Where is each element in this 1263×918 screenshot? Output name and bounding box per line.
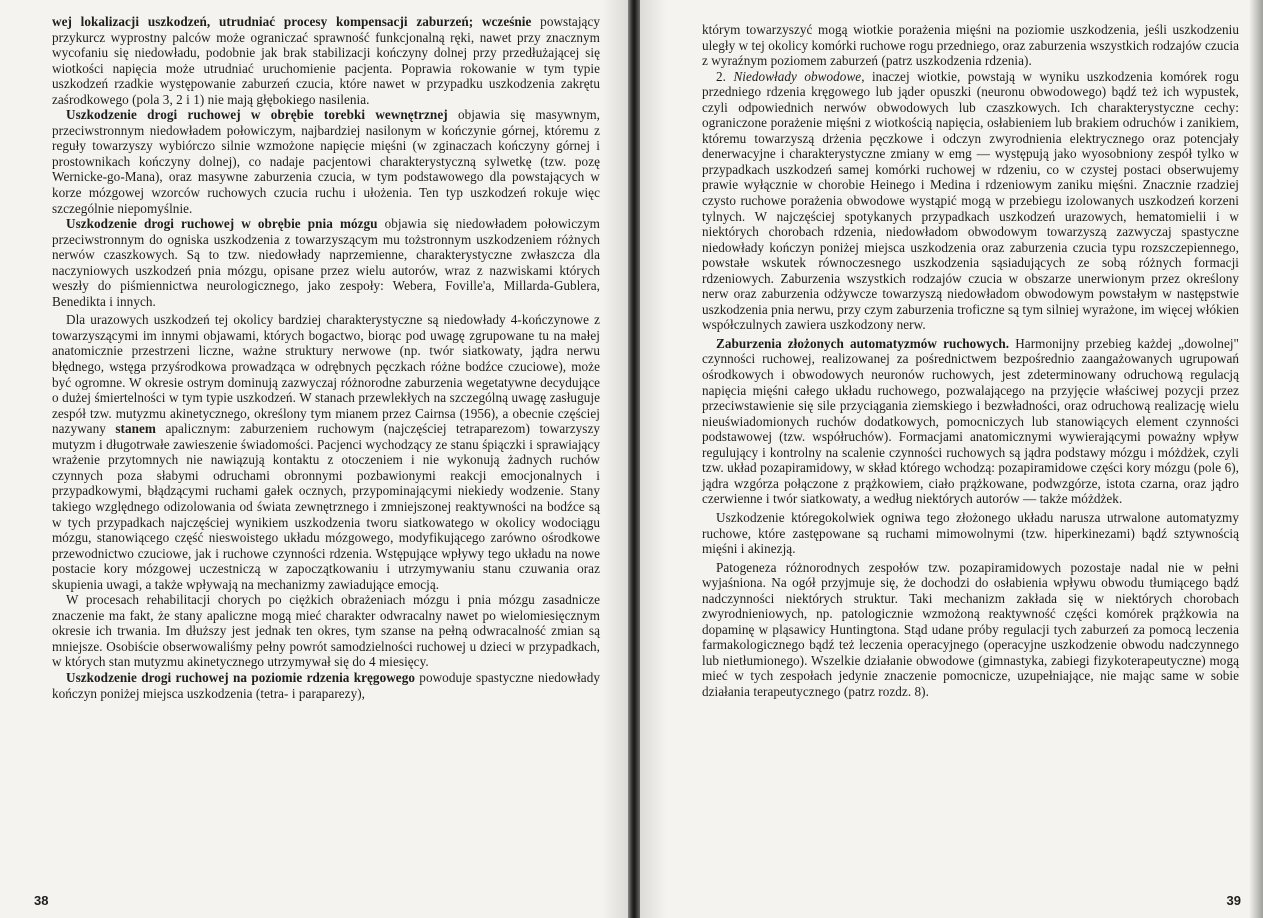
body-text: powstający przykurcz wyprostny palców może ograniczać sprawność funkcjonalną ręki, nawet przy znacznym wycofaniu się niedowładu, podobnie jak brak stabilizacji kończyny dolnej przy przedłużającej się wiotkości napięcia może utrudniać uruchomienie pacjenta. Poprawia rokowanie w tym typie uszkodzeń rzadkie występowanie zaburzeń czucia, które nawet w przypadku uszkodzenia zakrętu zaśrodkowego (pola 3, 2 i 1) nie mają głębokiego nasilenia. [52, 14, 600, 107]
right-page [640, 0, 1263, 918]
left-page-number: 38 [34, 893, 49, 908]
book-gutter [628, 0, 640, 918]
body-text: , inaczej wiotkie, powstają w wyniku uszkodzenia komórek rogu przedniego rdzenia kręgowego lub jąder opuszki (neuronu obwodowego) bądź też ich wypustek, czyli odpowiednich nerwów obwodowych lub czaszkowych. Ich charakterystyczne cechy: ograniczone porażenie mięśni z wiotkością napięcia, osłabieniem lub brakiem odruchów i zanikiem, któremu towarzyszą drżenia pęczkowe i odczyn zwyrodnienia elektrycznego oraz potencjały denerwacyjne i charakterystyczne zmiany w emg — występują jako wyosobniony zespół tylko w przypadkach uszkodzeń samej komórki ruchowej w rdzeniu, co w czystej postaci obserwujemy prawie wyłącznie w chorobie Heinego i Medina i rdzeniowym zaniku mięśni. Znacznie rzadziej czysto ruchowe porażenia obwodowe wystąpić mogą w przebiegu izolowanych uszkodzeń korzeni tylnych. W najczęściej spotykanych przypadkach uszkodzeń urazowych, hematomielii i w niektórych chorobach rdzenia, niedowładom obwodowym towarzyszą zazwyczaj spastyczne niedowłady kończyn poniżej miejsca uszkodzenia oraz zaburzenia czucia typu rozszczepiennego, powstałe wskutek równoczesnego uszkodzenia sąsiadujących ze sobą różnych formacji rdzeniowych. Zaburzenia wszystkich rodzajów czucia w obszarze unerwionym przez określony nerw oraz zaburzenia odżywcze towarzyszą niedowładom obwodowym powstałym w następstwie uszkodzenia pnia nerwu, przy czym zaburzenia troficzne są tym silniej wyrażone, im więcej włókien współczulnych zawiera uszkodzony nerw. [702, 68, 1239, 333]
bold-heading-text: Uszkodzenie drogi ruchowej na poziomie rdzenia kręgowego [66, 669, 415, 685]
italic-term-text: Niedowłady obwodowe [733, 68, 862, 84]
paragraph [52, 14, 600, 107]
paragraph [702, 22, 1239, 69]
body-text: Uszkodzenie któregokolwiek ogniwa tego złożonego układu narusza utrwalone automatyzmy ruchowe, które zastępowane są ruchami mimowolnymi (tzw. hiperkinezami) bądź sztywnością mięśni i akinezją. [702, 509, 1239, 557]
paragraph [52, 107, 600, 216]
body-text: objawia się masywnym, przeciwstronnym niedowładem połowiczym, najbardziej nasilonym w kończynie górnej, któremu z reguły towarzyszy wybiórczo silnie wzmożone napięcie mięśni (w zginaczach kończyny górnej i prostownikach kończyny dolnej), co nadaje pacjentowi charakterystyczną sylwetkę (tzw. pozę Wernicke-go-Mana), oraz masywne zaburzenia czucia, w tym podstawowego dla powstających w korze mózgowej wzorców ruchowych czucia ruchu i ułożenia. Ten typ uszkodzeń rokuje więc szczególnie niepomyślnie. [52, 107, 600, 216]
body-text: 2. [716, 68, 734, 84]
body-text: którym towarzyszyć mogą wiotkie porażenia mięśni na poziomie uszkodzenia, jeśli uszkodzeniu uległy w tej okolicy komórki ruchowe rogu przedniego, oraz zaburzenia wszystkich rodzajów czucia z wyraźnym poziomem zaburzeń (patrz uszkodzenia rdzenia). [702, 22, 1239, 69]
paragraph [702, 336, 1239, 507]
bold-heading-text: stanem [115, 421, 156, 437]
paragraph [52, 216, 600, 309]
body-text: objawia się niedowładem połowiczym przeciwstronnym do ogniska uszkodzenia z towarzyszącym mu tożstronnym uszkodzeniem różnych nerwów czaszkowych. Są to tzw. niedowłady naprzemienne, charakterystyczne zwłaszcza dla naczyniowych uszkodzeń pnia mózgu, opisane przez wielu autorów, wraz z nazwiskami których weszły do piśmiennictwa neurologicznego, jako zespoły: Webera, Foville'a, Millarda-Gublera, Benedikta i innych. [52, 216, 600, 309]
bold-heading-text: Uszkodzenie drogi ruchowej w obrębie torebki wewnętrznej [66, 107, 448, 123]
paragraph [702, 69, 1239, 333]
paragraph [52, 592, 600, 670]
body-text: Patogeneza różnorodnych zespołów tzw. pozapiramidowych pozostaje nadal nie w pełni wyjaśniona. Na ogół przyjmuje się, że dochodzi do osłabienia wpływu obwodu tłumiącego bądź nadczynności niektórych struktur. Taki mechanizm zakłada się w niektórych chorobach zwyrodnieniowych, np. patologicznie wzmożoną reaktywność części komórek prążkowia na dopaminę w pląsawicy Huntingtona. Stąd udane próby regulacji tych zaburzeń za pomocą leczenia farmakologicznego bądź też leczenia operacyjnego (operacyjne uszkodzenie obwodu nadczynnego lub nietłumionego). Wszelkie działanie obwodowe (gimnastyka, zabiegi fizykoterapeutyczne) mogą mieć w tych zespołach jedynie znaczenie pomocnicze, uzupełniające, nie mając same w sobie działania terapeutycznego (patrz rozdz. 8). [702, 559, 1239, 699]
right-page-number: 39 [1226, 893, 1241, 908]
paragraph [52, 670, 600, 701]
body-text: powoduje spastyczne niedowłady kończyn poniżej miejsca uszkodzenia (tetra- i paraparezy), [52, 669, 600, 701]
body-text: Dla urazowych uszkodzeń tej okolicy bardziej charakterystyczne są niedowłady 4-kończynowe z towarzyszącymi im innymi objawami, których bogactwo, biorąc pod uwagę zgrupowane tu na małej anatomicznie przestrzeni liczne, ważne struktury nerwowe (np. twór siatkowaty, jądra nerwu błędnego, wstęga przyśrodkowa prowadząca w odrębnych pęczkach różne bodźce czuciowe), może być ogromne. W okresie ostrym dominują zazwyczaj różnorodne zaburzenia wegetatywne decydujące o dużej śmiertelności w tym typie uszkodzeń. W stanach przewlekłych na szczególną uwagę zasługuje zespół tzw. mutyzmu akinetycznego, określony tym mianem przez Cairnsa (1956), a obecnie częściej nazywany [52, 312, 600, 437]
body-text: W procesach rehabilitacji chorych po ciężkich obrażeniach mózgu i pnia mózgu zasadnicze znaczenie ma fakt, że stany apaliczne mogą mieć charakter odwracalny nawet po wielomiesięcznym okresie ich trwania. Im dłuższy jest jednak ten okres, tym szanse na pełną odwracalność zmian są mniejsze. Osobiście obserwowaliśmy pełny powrót samodzielności ruchowej u dzieci w przypadkach, w których stan mutyzmu akinetycznego utrzymywał się do 4 miesięcy. [52, 592, 600, 670]
body-text: apalicznym: zaburzeniem ruchowym (najczęściej tetraparezom) towarzyszy mutyzm i długotrwałe zawieszenie świadomości. Pacjenci wychodzący ze stanu śpiączki i sprawiający wrażenie przytomnych nie nawiązują kontaktu z otoczeniem i nie wykonują żadnych ruchów czynnych poza słabymi odruchami obronnymi pozbawionymi reakcji emocjonalnych i przypadkowymi, błądzącymi ruchami gałek ocznych, przypominającymi niekiedy wodzenie. Stany takiego względnego odizolowania od świata zewnętrznego i zmniejszonej reaktywności na bodźce są w tych przypadkach najczęściej wynikiem uszkodzenia tworu siatkowatego w okolicy wodociągu mózgu, stanowiącego część nieswoistego układu mózgowego, modyfikującego zarówno ośrodkowe przewodnictwo czuciowe, jak i ruchowe czynności rdzenia. Wstępujące wpływy tego układu na nowe postacie kory mózgowej uczestniczą w zapoczątkowaniu i utrzymywaniu stanu czuwania oraz skupienia uwagi, a także wpływają na mechanizmy zawiadujące emocją. [52, 421, 600, 592]
left-page-text [52, 14, 600, 701]
bold-heading-text: Uszkodzenie drogi ruchowej w obrębie pnia mózgu [66, 216, 378, 232]
bold-heading-text: wej lokalizacji uszkodzeń, utrudniać procesy kompensacji zaburzeń; wcześnie [52, 14, 532, 29]
paragraph [702, 510, 1239, 557]
paragraph [52, 312, 600, 592]
body-text: Harmonijny przebieg każdej „dowolnej" czynności ruchowej, realizowanej za pośrednictwem bezpośrednio zaangażowanych ugrupowań ośrodkowych i obwodowych neuronów ruchowych, jest zdeterminowany odruchową regulacją napięcia mięśni całego układu ruchowego, pozwalającego na przyjęcie właściwej pozycji przez przeciwstawienie się sile przyciągania ziemskiego i bezwładności, oraz odruchową realizację wielu nieuświadomionych ruchów dodatkowych, pomocniczych lub stanowiących element czynności podstawowej (tzw. współruchów). Formacjami anatomicznymi wywierającymi poważny wpływ regulujący i kontrolny na scalenie czynności ruchowych są jądra podstawy mózgu i móżdżek, czyli tzw. układ pozapiramidowy, w skład którego wchodzą: pozapiramidowe części kory mózgu (pole 6), jądra wzgórza połączone z prążkowiem, ciało prążkowane, podwzgórze, istota czarna, oraz jądro czerwienne i twór siatkowaty, a według niektórych autorów — także móżdżek. [702, 335, 1239, 507]
paragraph [702, 560, 1239, 700]
bold-heading-text: Zaburzenia złożonych automatyzmów ruchowych. [716, 335, 1010, 351]
left-page [0, 0, 628, 918]
right-page-text [702, 22, 1239, 700]
